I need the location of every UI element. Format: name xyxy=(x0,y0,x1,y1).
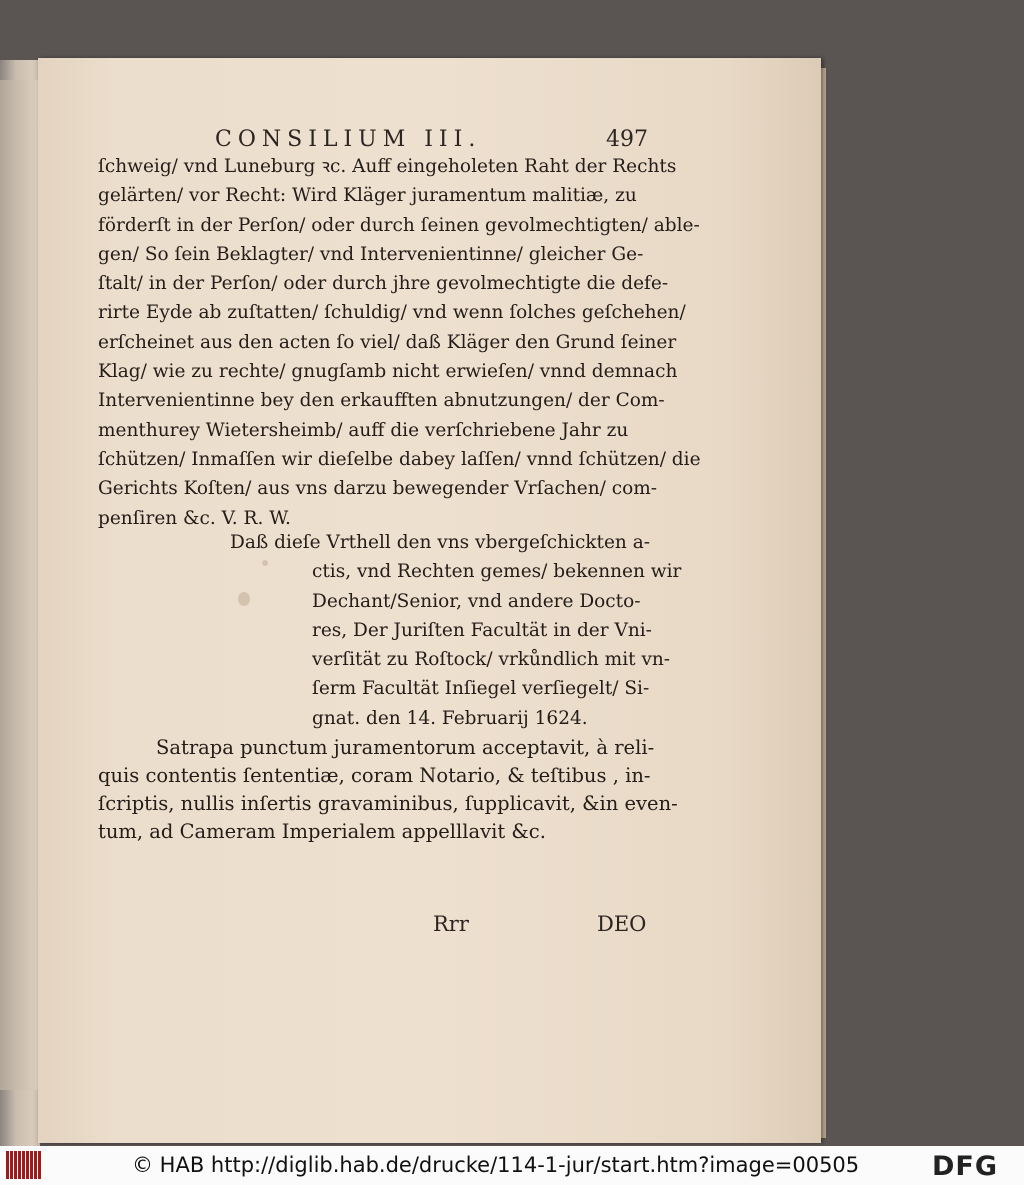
text-line: gelärten/ vor Recht: Wird Kläger juramentum malitiæ, zu xyxy=(98,185,637,207)
text-line: Klag/ wie zu rechte/ gnugſamb nicht erwieſen/ vnnd demnach xyxy=(98,361,678,383)
text-line: förderſt in der Perſon/ oder durch ſeinen gevolmechtigten/ able‑ xyxy=(98,214,700,236)
text-line: ſcriptis, nullis inſertis gravaminibus, ſupplicavit, &in even‑ xyxy=(98,792,678,815)
footer-bar xyxy=(0,1146,1024,1185)
text-line: quis contentis ſententiæ, coram Notario, & teſtibus , in‑ xyxy=(98,764,651,787)
source-link[interactable]: © HAB http://diglib.hab.de/drucke/114-1-jur/start.htm?image=00505 xyxy=(132,1153,860,1177)
hab-logo-icon xyxy=(6,1151,46,1181)
text-line: ſchützen/ Inmaſſen wir dieſelbe dabey laſſen/ vnnd ſchützen/ die xyxy=(98,448,701,470)
page-number: 497 xyxy=(606,127,648,152)
text-line: res, Der Juriſten Facultät in der Vni‑ xyxy=(312,619,652,641)
text-line: penſiren &c. V. R. W. xyxy=(98,507,291,529)
text-line: Satrapa punctum juramentorum acceptavit, à reli‑ xyxy=(156,736,655,759)
latin-paragraph xyxy=(98,734,678,846)
text-line: tum, ad Cameram Imperialem appelllavit &c. xyxy=(98,820,546,843)
text-line: menthurey Wietersheimb/ auff die verſchriebene Jahr zu xyxy=(98,419,629,441)
text-line: ſerm Facultät Inſiegel verſiegelt/ Si‑ xyxy=(312,678,650,700)
running-head: CONSILIUM III. xyxy=(215,127,482,152)
text-line: gen/ So ſein Beklagter/ vnd Intervenientinne/ gleicher Ge‑ xyxy=(98,243,644,265)
text-line: Intervenientinne bey den erkaufften abnutzungen/ der Com‑ xyxy=(98,390,665,412)
signature-mark: Rrr xyxy=(433,912,469,936)
text-line: ſchweig/ vnd Luneburg ꝛc. Auff eingeholeten Raht der Rechts xyxy=(98,156,677,177)
text-line: ctis, vnd Rechten gemes/ bekennen wir xyxy=(312,561,682,583)
catchword: DEO xyxy=(597,912,647,936)
text-line: rirte Eyde ab zuſtatten/ ſchuldig/ vnd wenn ſolches geſchehen/ xyxy=(98,302,686,324)
text-line: erſcheinet aus den acten ſo viel/ daß Kläger den Grund ſeiner xyxy=(98,331,677,353)
body-paragraph xyxy=(98,152,701,533)
text-line: verſität zu Roſtock/ vrkůndlich mit vn‑ xyxy=(312,649,671,671)
attestation-paragraph xyxy=(230,528,682,733)
text-line: Daß dieſe Vrthell den vns vbergeſchickten a‑ xyxy=(230,532,650,553)
text-line: gnat. den 14. Februarij 1624. xyxy=(312,707,588,729)
dfg-logo: DFG xyxy=(932,1151,999,1182)
text-line: Gerichts Koſten/ aus vns darzu bewegender Vrſachen/ com‑ xyxy=(98,478,658,500)
text-line: ſtalt/ in der Perſon/ oder durch jhre gevolmechtigte die defe‑ xyxy=(98,273,669,295)
text-line: Dechant/Senior, vnd andere Docto‑ xyxy=(312,590,641,612)
